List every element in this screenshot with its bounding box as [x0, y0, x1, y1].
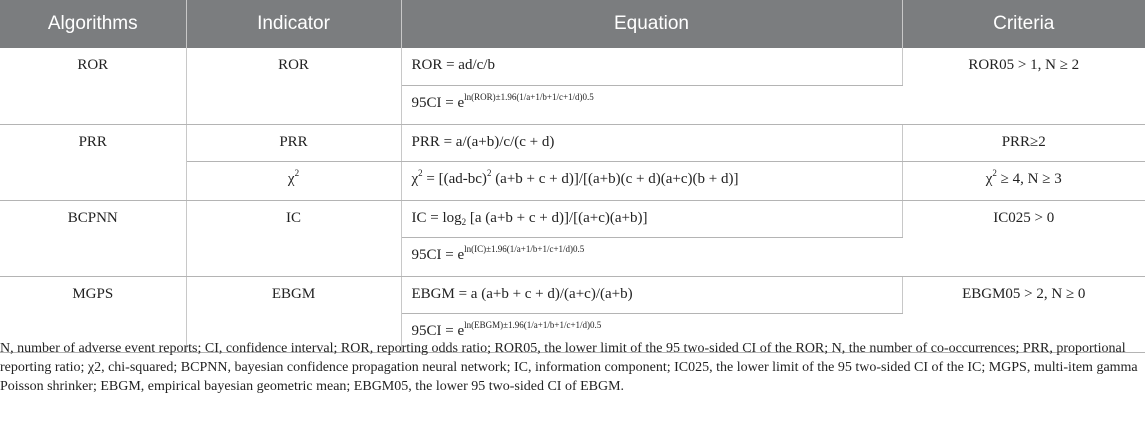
- cell-equation-chi-squared: [401, 161, 902, 200]
- chi-symbol: χ: [287, 170, 295, 187]
- cell-indicator-prr: PRR: [186, 124, 401, 161]
- ic-eq-part-b: [a (a+b + c + d)]/[(a+c)(a+b)]: [466, 209, 648, 226]
- header-equation: Equation: [401, 0, 902, 48]
- cell-equation-bcpnn: [401, 200, 902, 237]
- cell-indicator-bcpnn: IC: [186, 200, 401, 276]
- ror-ci-exponent: ln(ROR)±1.96(1/a+1/b+1/c+1/d)0.5: [464, 91, 594, 102]
- header-indicator: Indicator: [186, 0, 401, 48]
- cell-algorithm-prr: PRR: [0, 124, 186, 200]
- cell-criteria-chi-squared: [902, 161, 1145, 200]
- ic-eq-sub: 2: [461, 216, 467, 227]
- table-row-ror: [0, 48, 1145, 85]
- cell-criteria-prr: PRR≥2: [902, 124, 1145, 161]
- cell-equation-prr: PRR = a/(a+b)/c/(c + d): [401, 124, 902, 161]
- ebgm-ci-exponent: ln(EBGM)±1.96(1/a+1/b+1/c+1/d)0.5: [464, 319, 602, 330]
- cell-criteria-bcpnn: IC025 > 0: [902, 200, 1145, 276]
- chi-criteria-sup: 2: [992, 167, 997, 178]
- table-row-mgps: [0, 276, 1145, 313]
- chi-eq-part-a: χ: [411, 170, 419, 187]
- table-row-bcpnn: [0, 200, 1145, 237]
- ic-ci-exponent: ln(IC)±1.96(1/a+1/b+1/c+1/d)0.5: [464, 243, 585, 254]
- cell-criteria-mgps: EBGM05 > 2, N ≥ 0: [902, 276, 1145, 352]
- cell-equation-ror: ROR = ad/c/b: [401, 48, 902, 85]
- chi-criteria-a: χ: [985, 170, 993, 187]
- chi-eq-part-c: (a+b + c + d)]/[(a+b)(c + d)(a+c)(b + d)]: [491, 170, 739, 187]
- table-row-prr: [0, 124, 1145, 161]
- chi-eq-sup-2: 2: [486, 167, 492, 178]
- chi-eq-sup-1: 2: [418, 167, 423, 178]
- chi-criteria-b: ≥ 4, N ≥ 3: [996, 170, 1062, 187]
- ebgm-ci-base: 95CI = e: [411, 322, 465, 339]
- cell-criteria-ror: ROR05 > 1, N ≥ 2: [902, 48, 1145, 124]
- cell-algorithm-mgps: MGPS: [0, 276, 186, 352]
- cell-equation-ror-ci: [401, 85, 902, 124]
- header-row: [0, 0, 1145, 48]
- ic-ci-base: 95CI = e: [411, 246, 465, 263]
- header-criteria: Criteria: [902, 0, 1145, 48]
- ic-eq-part-a: IC = log: [411, 209, 462, 226]
- cell-indicator-mgps: EBGM: [186, 276, 401, 352]
- chi-superscript: 2: [294, 167, 300, 178]
- cell-algorithm-ror: ROR: [0, 48, 186, 124]
- cell-equation-mgps: EBGM = a (a+b + c + d)/(a+c)/(a+b): [401, 276, 902, 313]
- header-algorithms: Algorithms: [0, 0, 186, 48]
- table-footnote: N, number of adverse event reports; CI, confidence interval; ROR, reporting odds ratio; ROR05, the lower limit of the 95 two-sided CI of the ROR; N, the number of co-occurrences; PRR, proportional reporting ratio; χ2, chi-squared; BCPNN, bayesian confidence propagation neural network; IC, information component; IC025, the lower limit of the 95 two-sided CI of the IC; MGPS, multi-item gamma Poisson shrinker; EBGM, empirical bayesian geometric mean; EBGM05, the lower 95 two-sided CI of EBGM.: [0, 341, 1138, 394]
- cell-algorithm-bcpnn: BCPNN: [0, 200, 186, 276]
- cell-equation-bcpnn-ci: [401, 237, 902, 276]
- ror-ci-base: 95CI = e: [411, 94, 465, 111]
- chi-eq-part-b: = [(ad-bc): [422, 170, 487, 187]
- cell-indicator-ror: ROR: [186, 48, 401, 124]
- cell-indicator-chi-squared: [186, 161, 401, 200]
